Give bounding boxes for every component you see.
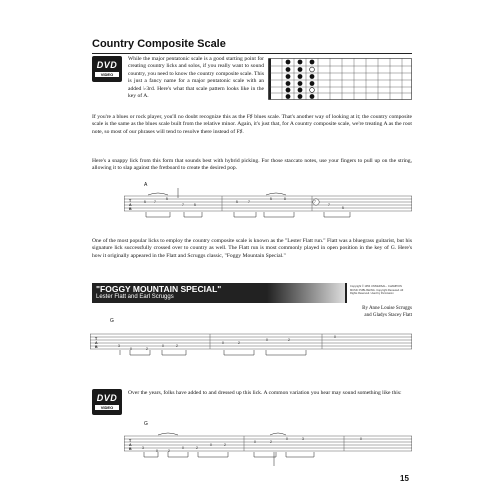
svg-text:3: 3 xyxy=(118,344,120,348)
svg-text:0: 0 xyxy=(162,344,164,348)
intro-paragraph: While the major pentatonic scale is a good starting point for creating country licks and solos, if you really want to sound country, you need to know the country composite scale. This is just a fancy name for a major pentatonic scale with an added ♭3rd. Here's what that scale pattern looks like in the key of A. xyxy=(128,56,264,100)
tablature-staff-1 xyxy=(124,188,414,220)
tab-clef-2: T A B xyxy=(95,337,98,349)
song-artists: Lester Flatt and Earl Scruggs xyxy=(96,294,174,300)
svg-text:5: 5 xyxy=(166,197,168,201)
svg-text:7: 7 xyxy=(154,200,156,204)
svg-text:5: 5 xyxy=(194,203,196,207)
dvd-video-icon-2 xyxy=(92,389,122,415)
svg-text:5: 5 xyxy=(342,206,344,210)
svg-text:0: 0 xyxy=(254,440,256,444)
svg-text:2: 2 xyxy=(196,446,198,450)
svg-text:0: 0 xyxy=(156,449,158,453)
tab-clef: T A B xyxy=(129,199,132,211)
svg-text:0: 0 xyxy=(210,443,212,447)
scale-pattern-diagram xyxy=(268,58,412,100)
svg-text:2: 2 xyxy=(168,449,170,453)
chord-symbol: A xyxy=(144,182,148,188)
credit-line-2: and Gladys Stacey Flatt xyxy=(364,313,412,318)
chord-symbol-3: G xyxy=(144,421,148,427)
svg-text:2: 2 xyxy=(146,347,148,351)
dvd-label: DVD xyxy=(96,60,118,70)
svg-text:5: 5 xyxy=(144,200,146,204)
chord-symbol-2: G xyxy=(110,318,114,324)
svg-text:2: 2 xyxy=(224,443,226,447)
tab-clef-3: T A B xyxy=(129,439,132,451)
banner-gradient xyxy=(267,283,345,303)
svg-text:2: 2 xyxy=(176,344,178,348)
svg-text:0: 0 xyxy=(182,446,184,450)
svg-text:0: 0 xyxy=(130,347,132,351)
svg-text:2: 2 xyxy=(238,341,240,345)
svg-text:0: 0 xyxy=(266,338,268,342)
svg-text:5: 5 xyxy=(270,197,272,201)
svg-text:2: 2 xyxy=(270,440,272,444)
svg-text:2: 2 xyxy=(288,338,290,342)
dvd-sublabel-2: VIDEO xyxy=(95,405,119,410)
credit-line-1: By Anne Louise Scruggs xyxy=(362,306,412,311)
blues-paragraph: If you're a blues or rock player, you'll no doubt recognize this as the F♯ blues scale. That's another way of looking at it; the country composite scale is the same as the blues scale built from the relative minor. Again, it's just that, for A country composite scale, we're treating A as the root note, so most of our phrases will tend to resolve there instead of F♯. xyxy=(92,114,412,135)
svg-text:3: 3 xyxy=(302,437,304,441)
lester-flatt-paragraph: One of the most popular licks to employ the country composite scale is known as the "Lester Flatt run." Flatt was a bluegrass guitarist, but his signature lick successfully crossed over to country as well. The Flatt run is most commonly played in open position in the key of G. Here's how it originally appeared in the Flatt and Scruggs classic, "Foggy Mountain Special." xyxy=(92,238,412,259)
variation-paragraph: Over the years, folks have added to and dressed up this lick. A common variation you hear may sound something like this: xyxy=(128,390,402,396)
svg-text:0: 0 xyxy=(286,437,288,441)
svg-text:3: 3 xyxy=(142,446,144,450)
tablature-staff-3 xyxy=(124,428,414,468)
page-number: 15 xyxy=(400,474,409,483)
svg-text:0: 0 xyxy=(360,437,362,441)
svg-text:7: 7 xyxy=(248,200,250,204)
song-banner xyxy=(92,283,412,303)
svg-text:7: 7 xyxy=(328,203,330,207)
svg-text:0: 0 xyxy=(222,341,224,345)
dvd-video-icon xyxy=(92,56,122,82)
svg-text:7: 7 xyxy=(182,203,184,207)
tablature-staff-2 xyxy=(90,326,414,360)
hybrid-picking-paragraph: Here's a snappy lick from this form that sounds best with hybrid picking. For those staccato notes, use your fingers to pull up on the string, allowing it to slap against the fretboard to create the desired pop. xyxy=(92,158,412,172)
title-divider xyxy=(92,53,412,54)
dvd-sublabel: VIDEO xyxy=(95,72,119,77)
section-title: Country Composite Scale xyxy=(92,38,226,50)
dvd-label-2: DVD xyxy=(96,393,118,403)
svg-text:7: 7 xyxy=(314,200,316,204)
svg-text:0: 0 xyxy=(334,335,336,339)
song-title: "FOGGY MOUNTAIN SPECIAL" xyxy=(96,284,222,294)
svg-text:5: 5 xyxy=(236,200,238,204)
copyright-notice: Copyright © 1954 UNIVERSAL - CHAMPION MUSIC PUBLISHING. Copyright Renewed. All Rights Reserved. Used by Permission xyxy=(350,285,404,296)
songwriter-credit xyxy=(300,305,412,319)
svg-text:8: 8 xyxy=(284,197,286,201)
